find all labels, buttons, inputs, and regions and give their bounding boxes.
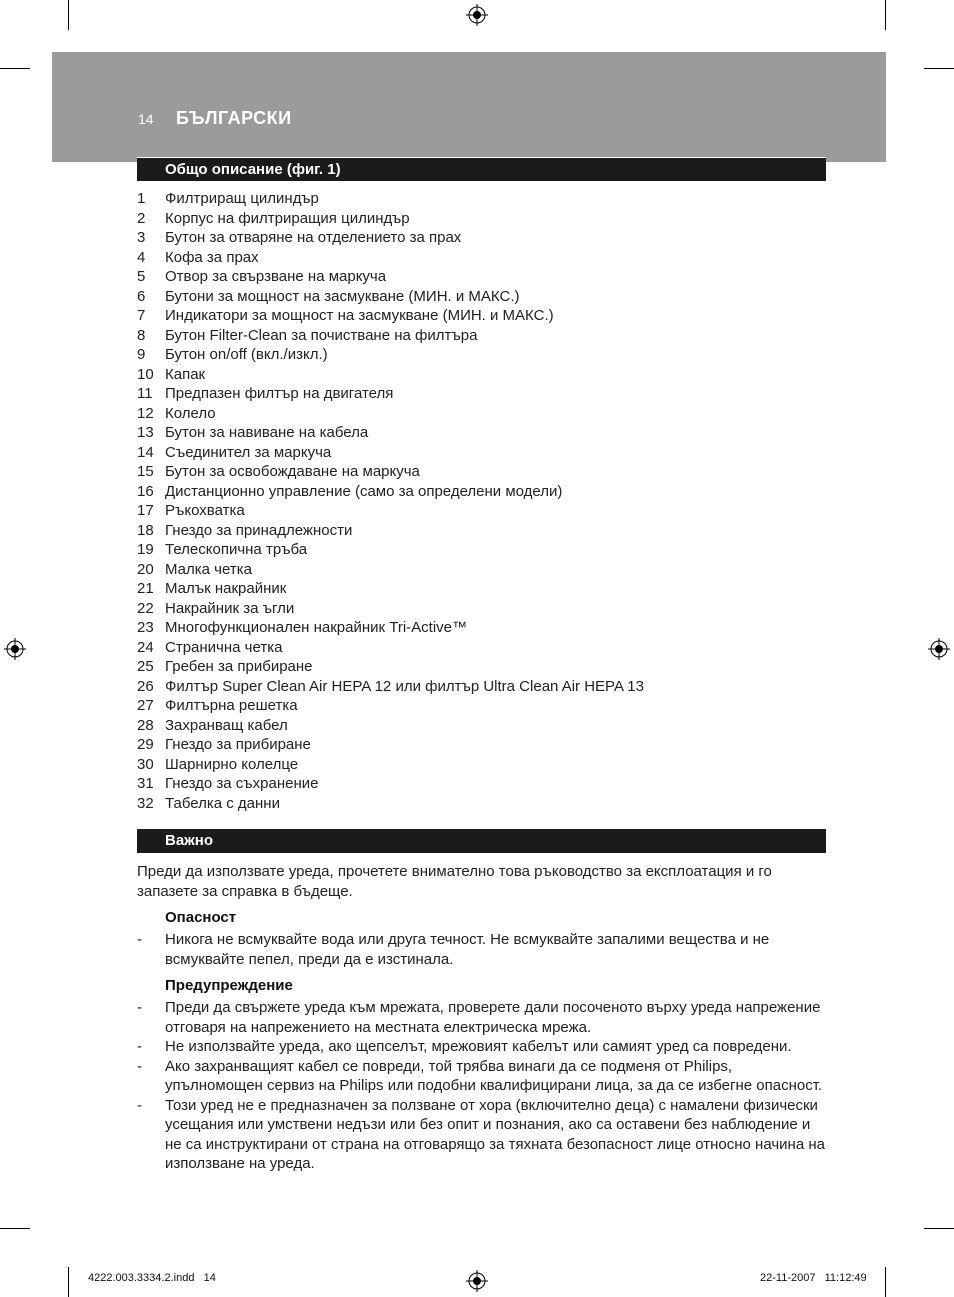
list-item-text: Накрайник за ъгли [165,599,295,617]
list-item [137,677,644,697]
list-item-text: Бутон Filter-Clean за почистване на филтъра [165,326,478,344]
list-item-text: Индикатори за мощност на засмукване (МИН. и МАКС.) [165,307,554,324]
list-item-text: Малък накрайник [165,580,287,597]
warning-list [137,998,827,1174]
crop-mark [885,1267,886,1297]
list-item [137,189,644,209]
list-item-number: 6 [137,287,146,305]
list-item-text: Бутони за мощност на засмукване (МИН. и МАКС.) [165,287,520,305]
list-item-text: Кофа за прах [165,248,259,266]
section-heading-important: Важно [137,829,826,853]
list-item-number: 21 [137,580,154,597]
list-item-number: 10 [137,365,154,383]
list-item-text: Странична четка [165,638,283,656]
bullet-dash: - [137,1057,142,1075]
bullet-dash: - [137,931,142,948]
list-item-text: Предпазен филтър на двигателя [165,385,394,402]
list-item [137,248,644,268]
list-item-text: Табелка с данни [165,794,280,812]
list-item-number: 29 [137,736,154,753]
list-item [137,462,644,482]
bullet-item [137,998,827,1037]
list-item [137,696,644,716]
list-item-text: Гребен за прибиране [165,658,313,675]
header-band [52,52,886,162]
list-item-text: Многофункционален накрайник Tri-Active™ [165,619,468,636]
list-item-text: Ръкохватка [165,502,245,519]
danger-heading: Опасност [165,909,237,926]
list-item-text: Бутон за освобождаване на маркуча [165,463,420,480]
registration-mark-icon [4,638,26,660]
bullet-text: Никога не всмуквайте вода или друга течност. Не всмуквайте запалими вещества и не всмуквайте пепел, преди да е изстинала. [165,931,770,968]
list-item-number: 18 [137,521,154,539]
list-item-text: Филтърна решетка [165,697,298,714]
list-item-number: 30 [137,755,154,773]
bullet-item [137,1037,827,1057]
list-item-text: Захранващ кабел [165,716,288,734]
list-item [137,657,644,677]
list-item [137,384,644,404]
crop-mark [924,1228,954,1229]
list-item [137,443,644,463]
footer-timestamp: 22-11-2007 11:12:49 [760,1272,867,1284]
footer-file-info: 4222.003.3334.2.indd 14 [88,1272,216,1284]
important-intro: Преди да използвате уреда, прочетете внимателно това ръководство за експлоатация и го запазете за справка в бъдеще. [137,863,772,900]
list-item [137,482,644,502]
danger-list [137,930,827,969]
list-item-number: 15 [137,463,154,480]
crop-mark [885,0,886,30]
list-item-number: 1 [137,190,146,207]
parts-list [137,189,644,813]
list-item-number: 13 [137,424,154,441]
list-item-text: Малка четка [165,560,252,578]
list-item-number: 11 [137,385,153,402]
list-item-number: 4 [137,248,146,266]
list-item [137,521,644,541]
list-item-text: Гнездо за прибиране [165,736,311,753]
list-item [137,774,644,794]
list-item-text: Съединител за маркуча [165,443,332,461]
list-item [137,716,644,736]
list-item-number: 8 [137,326,146,344]
registration-mark-icon [466,1270,488,1292]
list-item-text: Дистанционно управление (само за определени модели) [165,482,563,500]
list-item [137,599,644,619]
list-item [137,579,644,599]
list-item-text: Капак [165,365,206,383]
list-item [137,638,644,658]
crop-mark [68,0,69,30]
list-item [137,735,644,755]
list-item [137,560,644,580]
crop-mark [924,68,954,69]
bullet-text: Преди да свържете уреда към мрежата, проверете дали посоченото върху уреда напрежение отговаря на напрежението на местната електрическа мрежа. [165,999,821,1036]
list-item-number: 14 [137,443,154,461]
list-item-number: 25 [137,658,154,675]
list-item-number: 27 [137,697,154,714]
bullet-text: Ако захранващият кабел се повреди, той трябва винаги да се подменя от Philips, упълномощен сервиз на Philips или подобни квалифицирани лица, за да се избегне опасност. [165,1057,823,1094]
list-item [137,287,644,307]
language-heading: БЪЛГАРСКИ [176,108,292,128]
list-item-number: 26 [137,677,154,695]
list-item-number: 16 [137,482,154,500]
registration-mark-icon [466,4,488,26]
bullet-dash: - [137,999,142,1016]
list-item [137,228,644,248]
list-item-number: 31 [137,775,154,792]
bullet-item [137,1096,827,1174]
list-item-number: 32 [137,794,154,812]
bullet-text: Не използвайте уреда, ако щепселът, мрежовият кабелът или самият уред са повредени. [165,1038,792,1055]
list-item-text: Гнездо за съхранение [165,775,319,792]
list-item [137,540,644,560]
list-item-text: Колело [165,404,216,422]
list-item-text: Телескопична тръба [165,541,308,558]
list-item-text: Отвор за свързване на маркуча [165,268,387,285]
list-item [137,267,644,287]
registration-mark-icon [928,638,950,660]
list-item [137,404,644,424]
list-item-text: Филтриращ цилиндър [165,190,319,207]
list-item [137,365,644,385]
list-item-text: Филтър Super Clean Air HEPA 12 или филтър Ultra Clean Air HEPA 13 [165,677,644,695]
list-item-number: 9 [137,346,146,363]
list-item-text: Бутон за навиване на кабела [165,424,369,441]
list-item [137,306,644,326]
list-item-text: Гнездо за принадлежности [165,521,353,539]
list-item-number: 17 [137,502,154,519]
warning-heading: Предупреждение [165,977,293,994]
list-item-number: 7 [137,307,146,324]
list-item [137,755,644,775]
list-item-number: 20 [137,560,154,578]
list-item-number: 22 [137,599,154,617]
page-number: 14 [138,111,154,127]
bullet-item [137,930,827,969]
list-item-number: 28 [137,716,154,734]
list-item-text: Бутон on/off (вкл./изкл.) [165,346,328,363]
list-item-text: Шарнирно колелце [165,755,299,773]
list-item-text: Корпус на филтриращия цилиндър [165,209,410,227]
bullet-dash: - [137,1096,142,1114]
list-item-number: 24 [137,638,154,656]
list-item [137,345,644,365]
list-item [137,794,644,814]
crop-mark [0,68,30,69]
list-item-number: 12 [137,404,154,422]
list-item-text: Бутон за отваряне на отделението за прах [165,229,462,246]
list-item-number: 19 [137,541,154,558]
list-item-number: 5 [137,268,146,285]
crop-mark [0,1228,30,1229]
list-item-number: 2 [137,209,146,227]
crop-mark [68,1267,69,1297]
bullet-item [137,1057,827,1096]
list-item-number: 23 [137,619,154,636]
list-item [137,423,644,443]
list-item [137,501,644,521]
section-heading-general-description: Общо описание (фиг. 1) [137,157,826,181]
list-item [137,618,644,638]
bullet-dash: - [137,1038,142,1055]
list-item [137,209,644,229]
list-item [137,326,644,346]
bullet-text: Този уред не е предназначен за ползване от хора (включително деца) с намалени физически усещания или умствени недъзи или без опит и познания, ако са оставени без наблюдение и не са инструктирани от страна на отговарящо за тяхната безопасност лице относно начина на използване на уреда. [165,1096,825,1172]
list-item-number: 3 [137,229,146,246]
